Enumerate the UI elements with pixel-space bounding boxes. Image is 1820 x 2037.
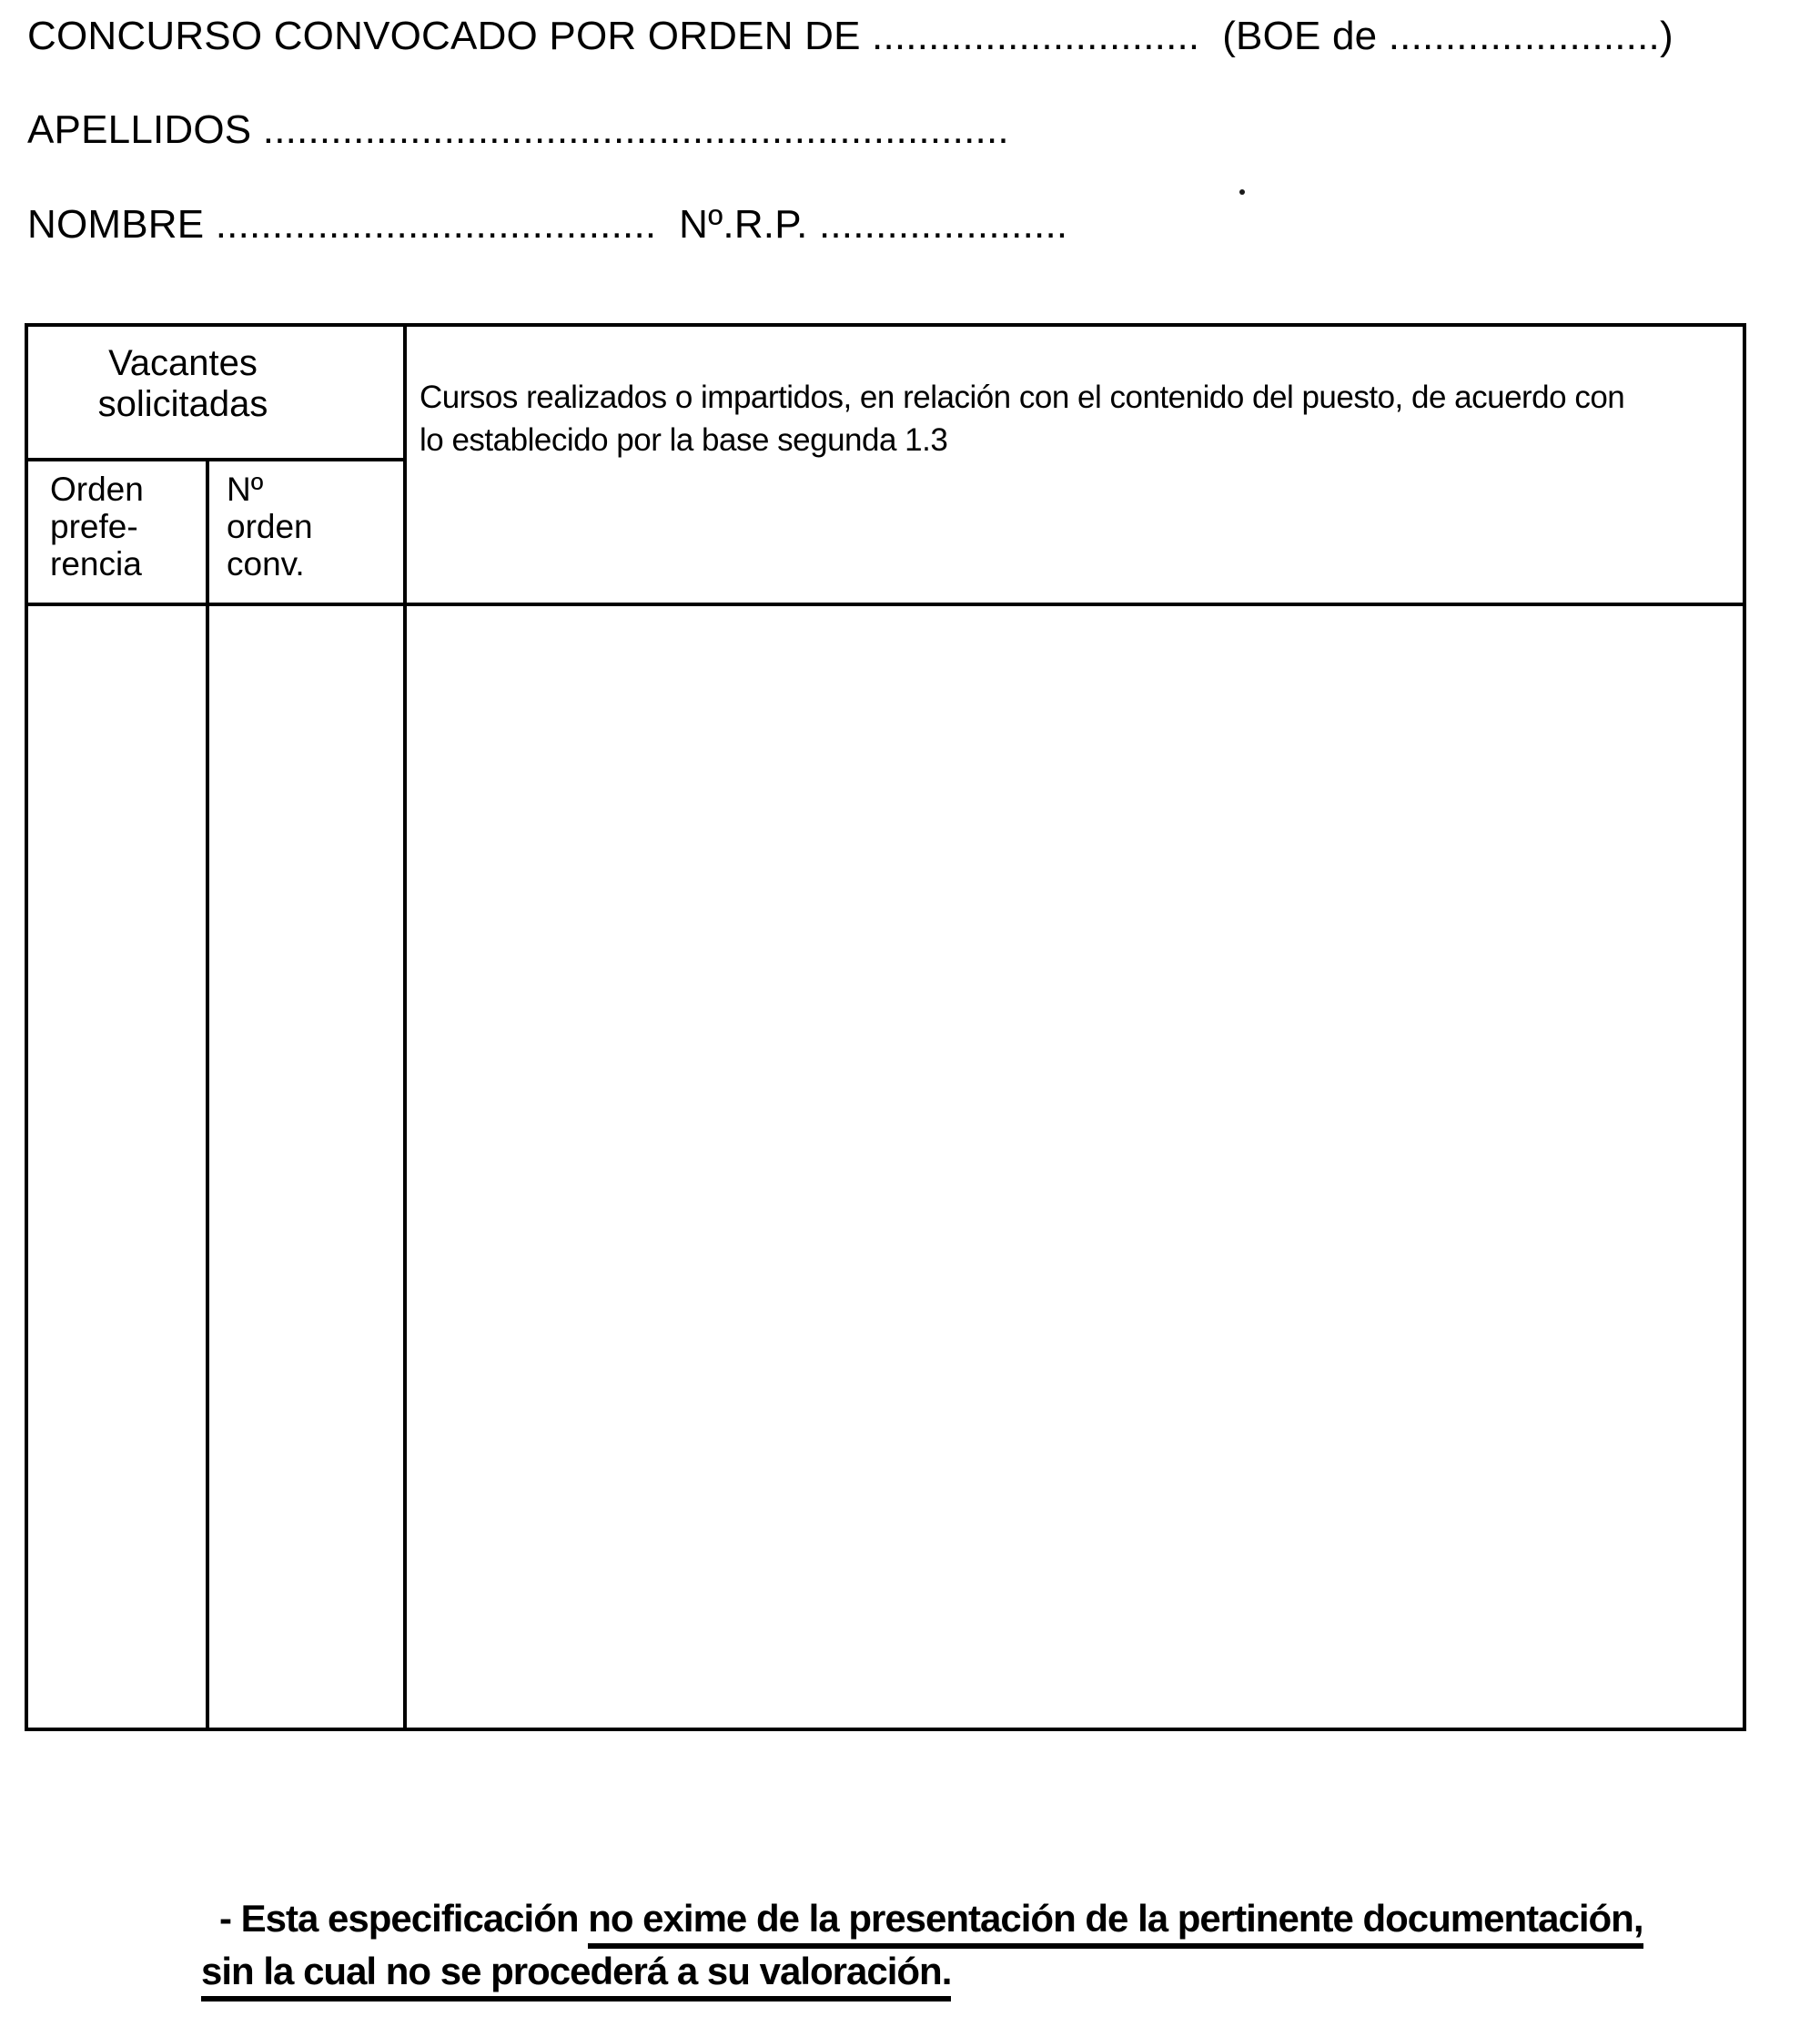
concurso-orden-line: CONCURSO CONVOCADO POR ORDEN DE ............................. (BOE de ........................) — [27, 14, 1673, 58]
orden-pref-line1: Orden — [50, 471, 144, 508]
nombre-nrp-line: NOMBRE ....................................... Nº.R.P. ...................... — [27, 202, 1068, 247]
cursos-header-line2: lo establecido por la base segunda 1.3 — [420, 422, 948, 458]
num-orden-line1: Nº — [227, 471, 264, 508]
scan-artifact-dot — [1239, 189, 1245, 195]
orden-pref-line3: rencia — [50, 545, 142, 583]
cursos-header-cell — [420, 376, 1739, 461]
vacantes-cursos-table — [25, 323, 1746, 1731]
vacantes-subheader-divider — [28, 458, 407, 461]
vacantes-solicitadas-header-cell — [28, 343, 338, 425]
orden-pref-line2: prefe- — [50, 508, 138, 545]
orden-preferencia-body-cell — [28, 606, 206, 1728]
num-orden-conv-header-cell — [227, 471, 390, 583]
cursos-body-cell — [407, 606, 1743, 1728]
footer-note-line2 — [143, 1906, 951, 2037]
cursos-header-line1: Cursos realizados o impartidos, en relación con el contenido del puesto, de acuerdo con — [420, 380, 1625, 415]
vacantes-header-line2: solicitadas — [97, 384, 268, 424]
num-orden-line2: orden — [227, 508, 313, 545]
num-orden-conv-body-cell — [209, 606, 403, 1728]
vacantes-header-line1: Vacantes — [108, 343, 258, 383]
footer-note-underlined-part1: no exime de la presentación de la pertinente documentación, — [588, 1897, 1643, 1949]
footer-note-prefix: - Esta especificación — [219, 1897, 589, 1940]
num-orden-line3: conv. — [227, 545, 305, 583]
apellidos-line: APELLIDOS .................................................................. — [27, 107, 1009, 152]
orden-preferencia-header-cell — [50, 471, 205, 583]
footer-note-underlined-part2: sin la cual no se procederá a su valoración. — [201, 1950, 951, 2002]
